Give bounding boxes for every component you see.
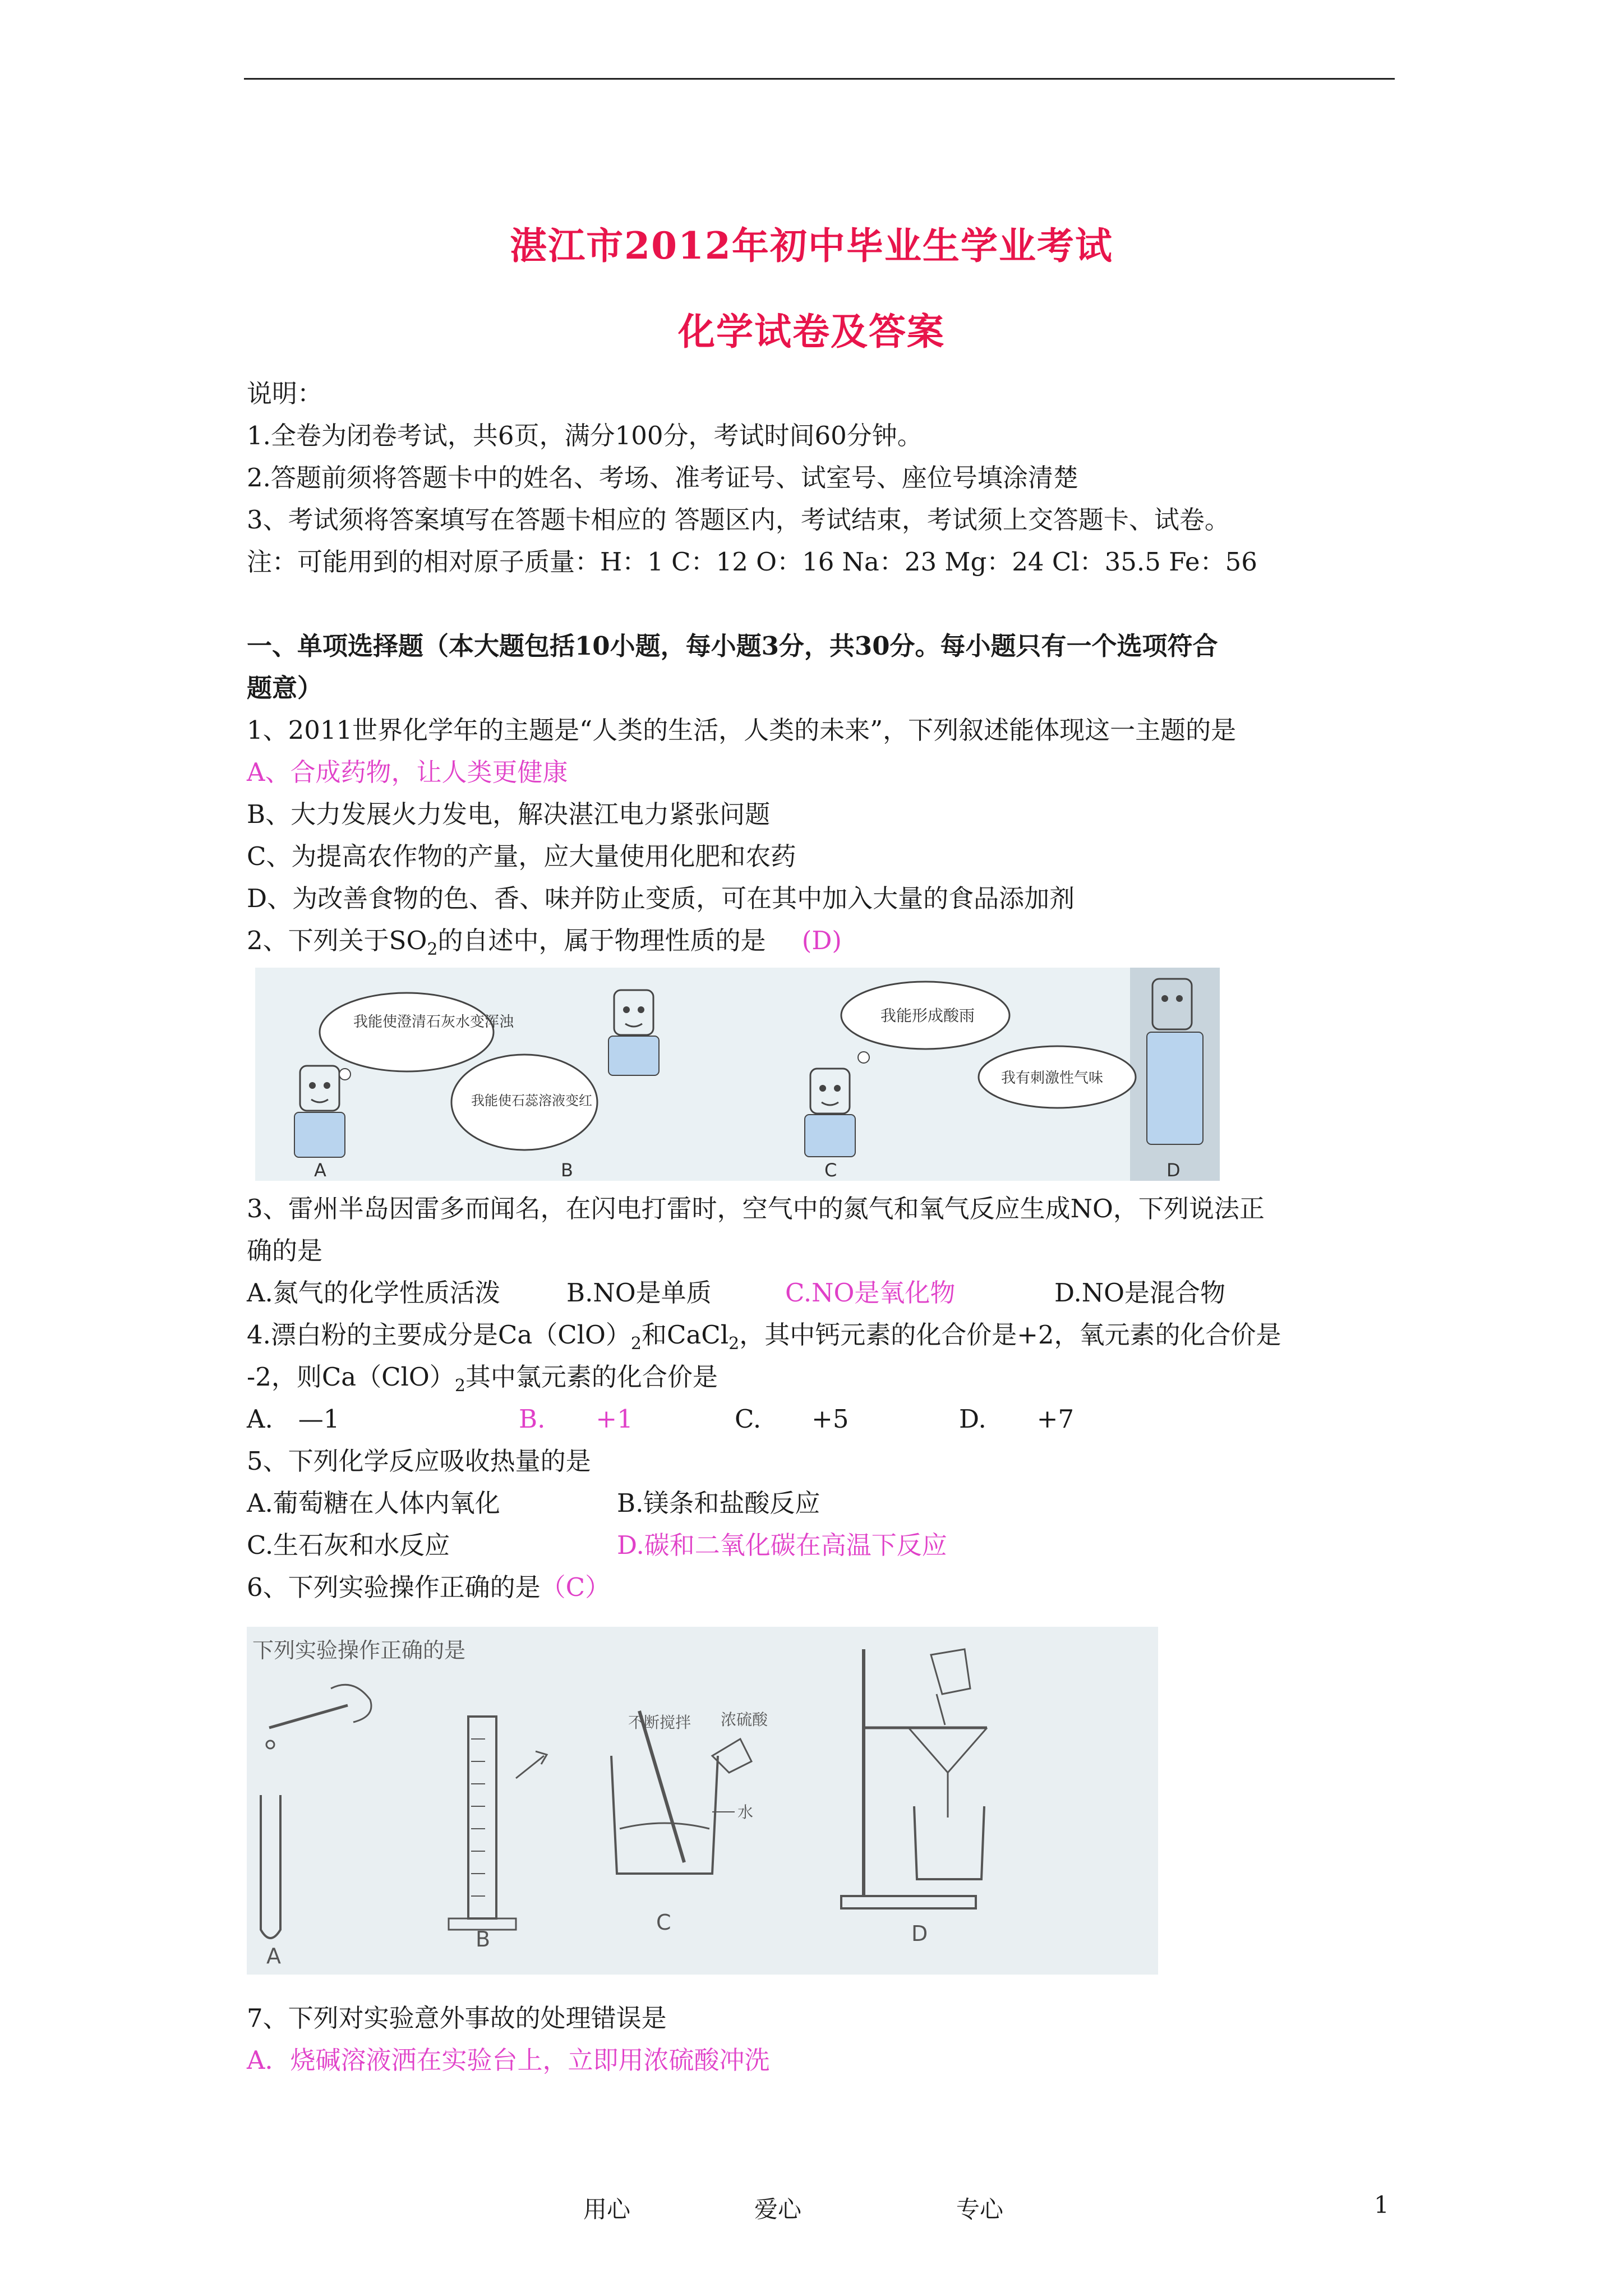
q1-option-b: B、大力发展火力发电，解决湛江电力紧张问题 <box>247 799 771 829</box>
q1-option-c: C、为提高农作物的产量，应大量使用化肥和农药 <box>247 841 796 871</box>
q6-answer: （C） <box>540 1572 611 1602</box>
q5-options-row2 <box>247 1529 947 1562</box>
footer-word-2: 爱心 <box>754 2196 802 2223</box>
q1-stem: 1、2011世界化学年的主题是“人类的生活，人类的未来”，下列叙述能体现这一主题的是 <box>247 715 1237 745</box>
bubble-d-text: 我有刺激性气味 <box>1001 1070 1104 1087</box>
q4-option-b: B. +1 <box>519 1404 633 1434</box>
q6-stem: 6、下列实验操作正确的是（C） <box>247 1572 611 1602</box>
section1-heading-2: 题意） <box>247 673 323 703</box>
q6-label-a: A <box>266 1944 281 1968</box>
q5-option-b: B.镁条和盐酸反应 <box>617 1488 820 1518</box>
instructions-heading: 说明： <box>247 379 323 408</box>
q6-label-b: B <box>476 1927 491 1952</box>
q6-figure-caption: 下列实验操作正确的是 <box>252 1638 466 1663</box>
q2-figure-drawing <box>255 968 1220 1181</box>
q3-stem-2: 确的是 <box>247 1236 323 1266</box>
q6-acid-label: 浓硫酸 <box>721 1710 768 1729</box>
q6-figure <box>247 1627 1158 1975</box>
footer-word-3: 专心 <box>956 2196 1004 2223</box>
q5-option-a: A.葡萄糖在人体内氧化 <box>247 1488 500 1518</box>
q5-stem: 5、下列化学反应吸收热量的是 <box>247 1446 591 1476</box>
q7-option-a: A．烧碱溶液洒在实验台上，立即用浓硫酸冲洗 <box>247 2045 770 2075</box>
q2-label-d: D <box>1166 1159 1181 1181</box>
q2-figure <box>255 968 1220 1181</box>
atomic-mass-note: 注：可能用到的相对原子质量：H：1 C：12 O：16 Na：23 Mg：24 Cl：35.5 Fe：56 <box>247 547 1257 577</box>
q4-option-c: C. +5 <box>735 1404 849 1434</box>
bubble-c-text: 我能形成酸雨 <box>880 1006 975 1025</box>
q4-option-d: D. +7 <box>959 1404 1075 1434</box>
q3-option-d: D.NO是混合物 <box>1054 1278 1226 1308</box>
footer-word-1: 用心 <box>583 2196 631 2223</box>
instruction-2: 2.答题前须将答题卡中的姓名、考场、准考证号、试室号、座位号填涂清楚 <box>247 463 1078 493</box>
q2-label-c: C <box>824 1159 837 1181</box>
q7-stem: 7、下列对实验意外事故的处理错误是 <box>247 2003 667 2033</box>
q5-options-row1 <box>247 1487 820 1520</box>
q6-figure-drawing <box>247 1627 1158 1975</box>
bubble-b <box>451 1055 597 1150</box>
q3-option-b: B.NO是单质 <box>566 1278 712 1308</box>
q6-stir-label: 不断搅拌 <box>628 1713 691 1732</box>
instruction-3: 3、考试须将答案填写在答题卡相应的 答题区内，考试结束，考试须上交答题卡、试卷。 <box>247 505 1230 535</box>
q6-label-c: C <box>656 1910 671 1935</box>
q3-stem-1: 3、雷州半岛因雷多而闻名，在闪电打雷时，空气中的氮气和氧气反应生成NO，下列说法正 <box>247 1194 1265 1223</box>
q4-options <box>247 1402 1074 1436</box>
instruction-1: 1.全卷为闭卷考试，共6页，满分100分，考试时间60分钟。 <box>247 421 923 450</box>
q6-label-d: D <box>911 1921 928 1946</box>
page-subtitle: 化学试卷及答案 <box>678 310 945 353</box>
q1-option-a: A、合成药物，让人类更健康 <box>247 757 568 787</box>
page-number: 1 <box>1374 2191 1389 2219</box>
q6-water-label: 水 <box>737 1803 754 1821</box>
q2-stem: 2、下列关于$SO_2$的自述中，属于物理性质的是 (D) <box>247 926 842 959</box>
q3-option-c: C.NO是氧化物 <box>785 1278 956 1308</box>
q4-option-a: A. —1 <box>247 1404 340 1434</box>
bubble-b-text: 我能使石蕊溶液变红 <box>471 1093 592 1108</box>
q2-label-a: A <box>314 1159 326 1181</box>
q5-option-d: D.碳和二氧化碳在高温下反应 <box>617 1530 947 1560</box>
header-rule <box>244 78 1395 80</box>
q1-option-d: D、为改善食物的色、香、味并防止变质，可在其中加入大量的食品添加剂 <box>247 884 1075 913</box>
q2-label-b: B <box>561 1159 573 1181</box>
q3-option-a: A.氮气的化学性质活泼 <box>247 1278 500 1308</box>
q4-stem-2: -2，则$Ca(ClO)_2$其中氯元素的化合价是 <box>247 1362 718 1396</box>
bubble-a-text: 我能使澄清石灰水变浑浊 <box>353 1014 514 1030</box>
q2-answer: (D) <box>801 926 842 955</box>
section1-heading-1: 一、单项选择题（本大题包括10小题，每小题3分，共30分。每小题只有一个选项符合 <box>247 631 1218 661</box>
q4-stem-1: 4.漂白粉的主要成分是$Ca(ClO)_2$和CaCl$_2$，其中钙元素的化合价是+2，氧元素的化合价是 <box>247 1320 1281 1354</box>
q3-options <box>247 1276 1225 1310</box>
q5-option-c: C.生石灰和水反应 <box>247 1530 450 1560</box>
page-title: 湛江市2012年初中毕业生学业考试 <box>510 224 1113 268</box>
bubble-d <box>979 1046 1136 1108</box>
